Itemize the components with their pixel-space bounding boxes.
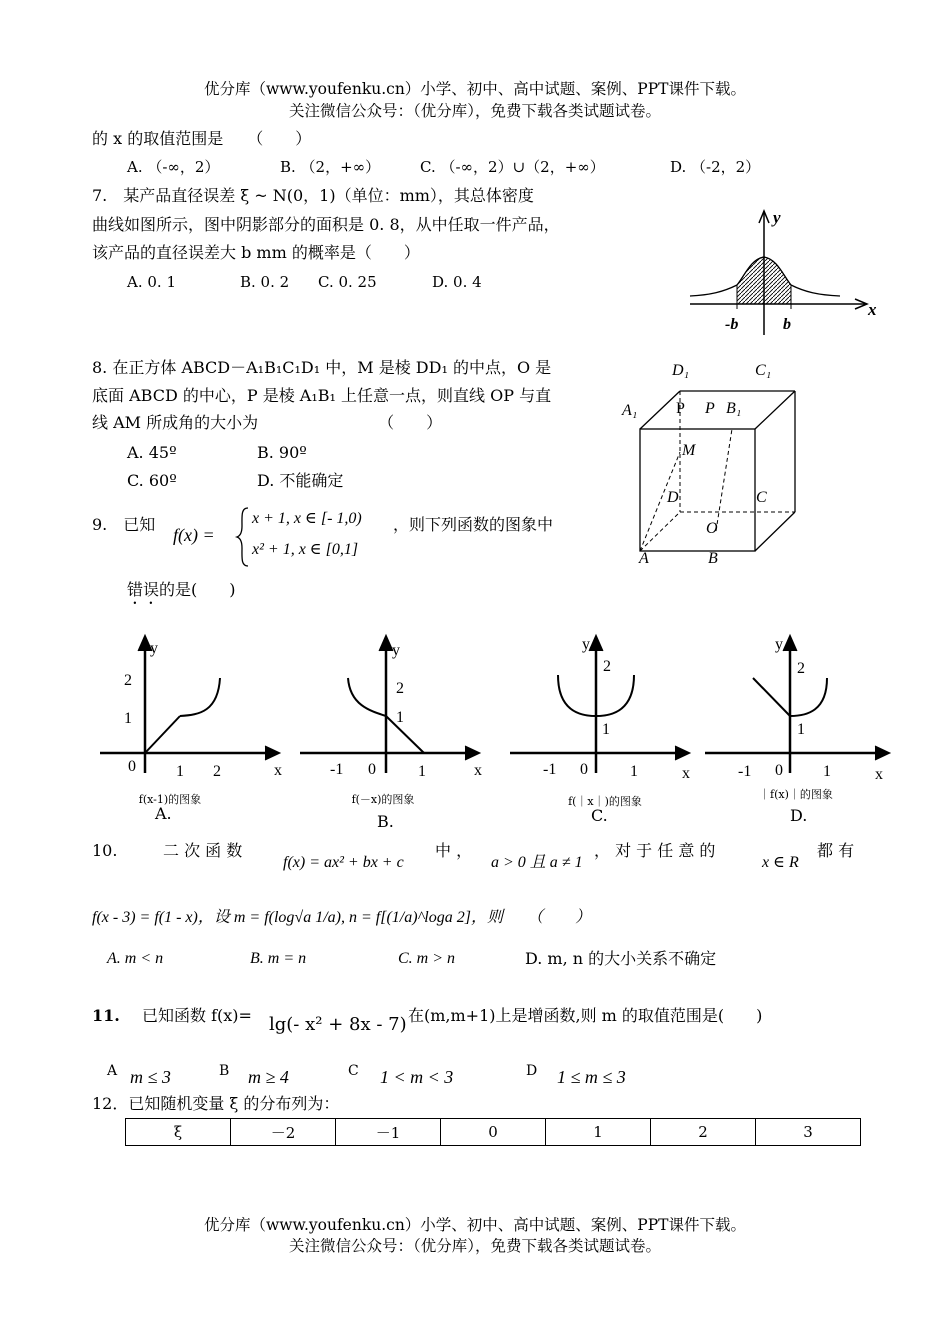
q9-graph-c-caption: f(｜x｜)的图象 bbox=[568, 795, 642, 808]
label-P2: P bbox=[705, 400, 715, 417]
g-c-tick-2y: 2 bbox=[603, 658, 611, 675]
q9-graph-b bbox=[300, 633, 490, 783]
q12-distribution-table bbox=[125, 1118, 861, 1146]
q9-graph-c bbox=[510, 633, 700, 783]
q7-option-b: B. 0. 2 bbox=[240, 273, 290, 291]
q9-tail-emphasis: 错误 bbox=[127, 580, 160, 599]
q8-line-1: 8. 在正方体 ABCD－A₁B₁C₁D₁ 中，M 是棱 DD₁ 的中点，O 是 bbox=[92, 358, 552, 377]
q9-tail bbox=[127, 580, 236, 608]
label-P1: P bbox=[676, 400, 685, 417]
q11-text-1: 已知函数 f(x)= bbox=[142, 1006, 252, 1025]
q6-option-c: C. （-∞，2）∪（2，+∞） bbox=[420, 158, 605, 176]
q9-suffix: ，则下列函数的图象中 bbox=[393, 515, 554, 534]
header-line-2: 关注微信公众号：（优分库），免费下载各类试题试卷。 bbox=[288, 102, 661, 120]
q11-option-d-expr: 1 ≤ m ≤ 3 bbox=[557, 1067, 626, 1087]
footer-line-2: 关注微信公众号：（优分库），免费下载各类试题试卷。 bbox=[288, 1237, 661, 1255]
q7-line-1: 7. 某产品直径误差 ξ ~ N(0，1)（单位：mm），其总体密度 bbox=[92, 186, 534, 205]
q7-option-c: C. 0. 25 bbox=[318, 273, 377, 291]
q6-tail: 的 x 的取值范围是 （ ） bbox=[92, 129, 312, 148]
q9-brace bbox=[236, 506, 250, 568]
g-d-neg1: -1 bbox=[738, 763, 752, 780]
g-a-tick-1x: 1 bbox=[176, 763, 184, 780]
q9-case-2: x² + 1, x ∈ [0,1] bbox=[252, 541, 359, 558]
q9-graph-b-caption: f(－x)的图象 bbox=[351, 793, 415, 806]
q8-line-2: 底面 ABCD 的中心，P 是棱 A₁B₁ 上任意一点，则直线 OP 与直 bbox=[92, 386, 552, 405]
q10-word-1: 二 次 函 数 bbox=[163, 841, 243, 860]
g-d-tick-2y: 2 bbox=[797, 660, 805, 677]
g-c-y: y bbox=[582, 636, 590, 653]
g-a-tick-1y: 1 bbox=[124, 710, 132, 727]
q11-option-c-expr: 1 < m < 3 bbox=[380, 1067, 454, 1087]
g-d-y: y bbox=[775, 636, 783, 653]
label-O: O bbox=[706, 520, 718, 537]
g-b-origin: 0 bbox=[368, 761, 376, 778]
y-label: y bbox=[773, 208, 781, 227]
q10-domain: x ∈ R bbox=[762, 854, 799, 871]
g-b-neg1: -1 bbox=[330, 761, 344, 778]
label-D1: D₁ bbox=[672, 362, 690, 379]
q10-num: 10. bbox=[92, 841, 118, 860]
g-a-x: x bbox=[274, 762, 282, 779]
table-cell: 2 bbox=[651, 1119, 756, 1146]
table-cell: 3 bbox=[755, 1119, 860, 1146]
q8-line-3: 线 AM 所成角的大小为 （ ） bbox=[92, 413, 443, 432]
label-A: A bbox=[639, 550, 649, 567]
g-a-y: y bbox=[150, 640, 158, 657]
q9-graph-a-letter: A. bbox=[155, 804, 172, 823]
g-b-tick-1x: 1 bbox=[418, 763, 426, 780]
q9-prefix: 9. 已知 bbox=[92, 515, 156, 534]
q10-line-2: f(x - 3) = f(1 - x)，设 m = f(log√a 1/a), n = f[(1/a)^loga 2]，则 （ ） bbox=[92, 909, 591, 926]
table-row bbox=[126, 1119, 861, 1146]
g-c-tick-1y: 1 bbox=[602, 721, 610, 738]
q7-line-3: 该产品的直径误差大 b mm 的概率是（ ） bbox=[92, 243, 420, 262]
label-A1: A₁ bbox=[622, 402, 638, 419]
q10-fx: f(x) = ax² + bx + c bbox=[283, 854, 404, 871]
q7-option-a: A. 0. 1 bbox=[127, 273, 176, 291]
g-d-tick-1y: 1 bbox=[797, 721, 805, 738]
g-d-tick-1x: 1 bbox=[823, 763, 831, 780]
q8-cube-figure bbox=[620, 355, 810, 570]
label-B: B bbox=[708, 550, 718, 567]
pos-b-label: b bbox=[783, 316, 791, 333]
q12-line: 12．已知随机变量 ξ 的分布列为： bbox=[92, 1094, 340, 1113]
g-b-tick-1y: 1 bbox=[396, 709, 404, 726]
g-b-y: y bbox=[392, 642, 400, 659]
q9-graph-d bbox=[705, 633, 895, 783]
g-c-x: x bbox=[682, 765, 690, 782]
q11-option-a-expr: m ≤ 3 bbox=[130, 1067, 171, 1087]
q7-line-2: 曲线如图所示，图中阴影部分的面积是 0. 8，从中任取一件产品， bbox=[92, 215, 560, 234]
label-C1: C₁ bbox=[755, 362, 772, 379]
g-b-tick-2y: 2 bbox=[396, 680, 404, 697]
q8-option-b: B. 90º bbox=[257, 443, 307, 462]
q9-graph-d-letter: D. bbox=[790, 806, 808, 825]
q6-option-b: B. （2，+∞） bbox=[280, 158, 381, 176]
g-d-origin: 0 bbox=[775, 762, 783, 779]
q10-word-4: 都 有 bbox=[817, 841, 855, 860]
q9-graph-d-caption: ｜f(x)｜的图象 bbox=[759, 788, 833, 801]
g-a-tick-2x: 2 bbox=[213, 763, 221, 780]
g-a-tick-2y: 2 bbox=[124, 672, 132, 689]
g-c-origin: 0 bbox=[580, 761, 588, 778]
footer-line-1: 优分库（www.youfenku.cn）小学、初中、高中试题、案例、PPT课件下载。 bbox=[203, 1216, 747, 1234]
q9-graph-a bbox=[100, 633, 290, 783]
q10-option-b: B. m = n bbox=[250, 950, 307, 967]
q10-option-a: A. m < n bbox=[107, 950, 164, 967]
q9-case-1: x + 1, x ∈ [- 1,0) bbox=[252, 510, 362, 527]
q9-graph-a-caption: f(x-1)的图象 bbox=[138, 793, 202, 806]
q11-option-b-letter: B bbox=[219, 1063, 230, 1079]
g-a-origin: 0 bbox=[128, 758, 136, 775]
q11-option-d-letter: D bbox=[526, 1063, 538, 1079]
g-d-x: x bbox=[875, 766, 883, 783]
q7-density-figure bbox=[685, 205, 885, 340]
q10-word-2: 中 ， bbox=[435, 841, 473, 860]
q8-option-a: A. 45º bbox=[127, 443, 177, 462]
q11-num: 11. bbox=[92, 1006, 120, 1025]
neg-b-label: -b bbox=[725, 316, 739, 333]
table-cell: －2 bbox=[230, 1119, 335, 1146]
label-D: D bbox=[667, 489, 679, 506]
table-cell: ξ bbox=[126, 1119, 231, 1146]
q10-option-d: D. m, n 的大小关系不确定 bbox=[525, 949, 717, 968]
q8-option-c: C. 60º bbox=[127, 471, 177, 490]
x-label: x bbox=[868, 300, 877, 319]
header-line-1: 优分库（www.youfenku.cn）小学、初中、高中试题、案例、PPT课件下载。 bbox=[203, 80, 747, 98]
g-b-x: x bbox=[474, 762, 482, 779]
q11-option-b-expr: m ≥ 4 bbox=[248, 1067, 289, 1087]
q10-cond: a > 0 且 a ≠ 1 bbox=[491, 854, 583, 871]
q7-option-d: D. 0. 4 bbox=[432, 273, 482, 291]
label-M: M bbox=[682, 442, 696, 459]
label-B1: B₁ bbox=[726, 400, 742, 417]
q6-option-d: D. （-2，2） bbox=[670, 158, 761, 176]
table-cell: 0 bbox=[441, 1119, 546, 1146]
q10-word-3: ， 对 于 任 意 的 bbox=[594, 841, 716, 860]
q8-option-d: D. 不能确定 bbox=[257, 471, 344, 490]
label-C: C bbox=[756, 489, 767, 506]
table-cell: 1 bbox=[546, 1119, 651, 1146]
q9-graph-c-letter: C. bbox=[591, 806, 608, 825]
q6-option-a: A. （-∞，2） bbox=[127, 158, 220, 176]
q9-graph-b-letter: B. bbox=[377, 812, 394, 831]
table-cell: －1 bbox=[336, 1119, 441, 1146]
q9-fx: f(x) = bbox=[173, 525, 215, 545]
q11-option-c-letter: C bbox=[348, 1063, 359, 1079]
q11-text-2: 在(m,m+1)上是增函数,则 m 的取值范围是( ) bbox=[408, 1006, 763, 1025]
q11-option-a-letter: A bbox=[107, 1063, 118, 1079]
g-c-neg1: -1 bbox=[543, 761, 557, 778]
q10-option-c: C. m > n bbox=[398, 950, 456, 967]
g-c-tick-1x: 1 bbox=[630, 763, 638, 780]
q11-fx: lg(- x² + 8x - 7) bbox=[269, 1014, 407, 1035]
q9-tail-rest: 的是( ) bbox=[159, 580, 236, 599]
